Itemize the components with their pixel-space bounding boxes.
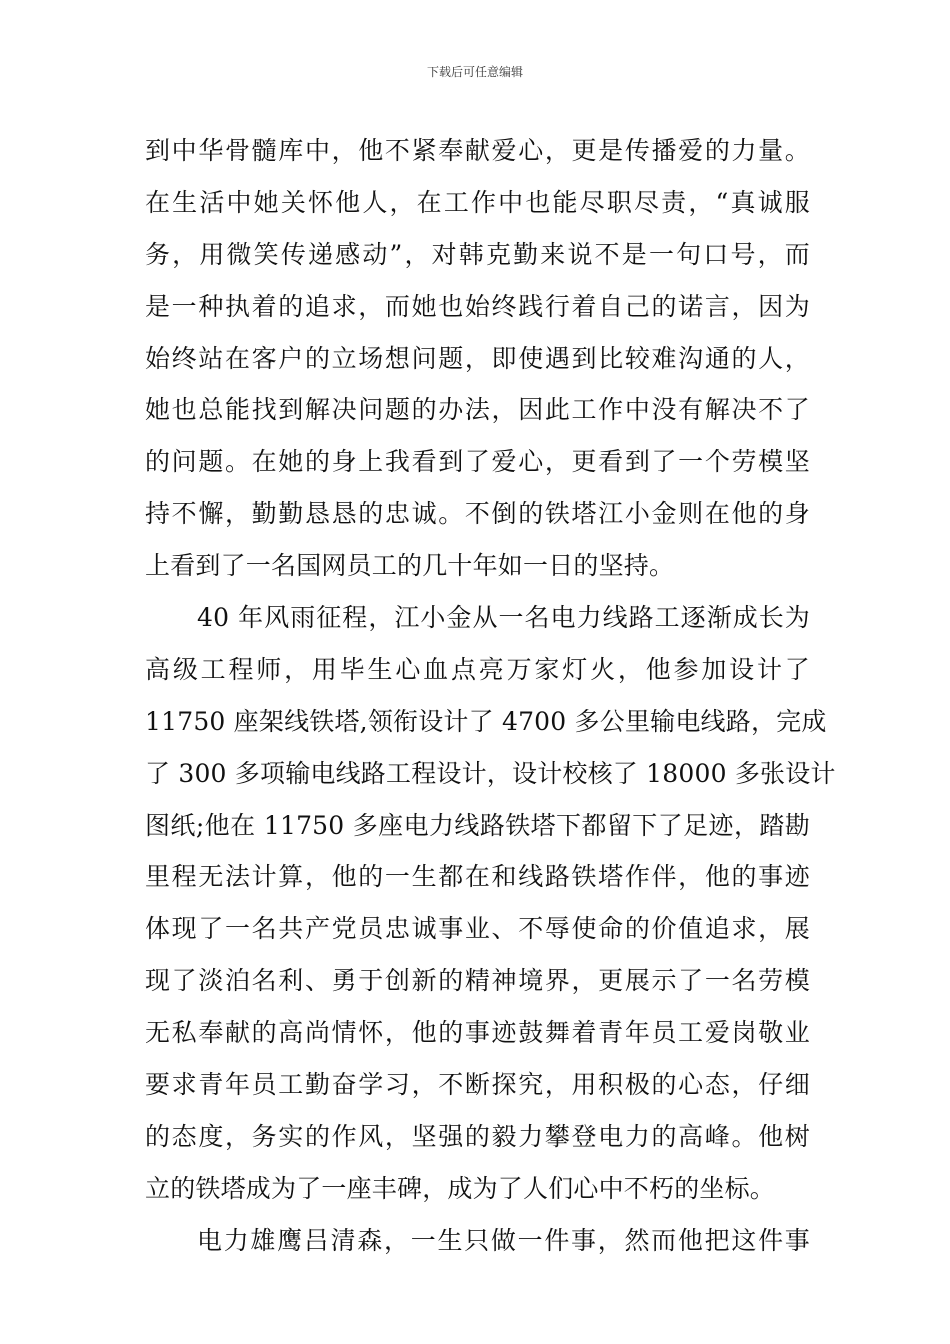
header-note: 下载后可任意编辑	[426, 65, 523, 79]
paragraph-2	[145, 592, 836, 1215]
text-line: 始终站在客户的立场想问题，即使遇到比较难沟通的人，	[145, 343, 810, 373]
text-line: 的问题。在她的身上我看到了爱心，更看到了一个劳模坚	[145, 447, 810, 477]
text-line: 要求青年员工勤奋学习，不断探究，用积极的心态，仔细	[145, 1070, 810, 1100]
text-line: 立的铁塔成为了一座丰碑，成为了人们心中不朽的坐标。	[145, 1173, 776, 1203]
text-line: 11750 座架线铁塔,领衔设计了 4700 多公里输电线路，完成	[145, 706, 827, 736]
text-line: 图纸;他在 11750 多座电力线路铁塔下都留下了足迹，踏勘	[145, 810, 810, 840]
text-line: 现了淡泊名利、勇于创新的精神境界，更展示了一名劳模	[145, 966, 810, 996]
paragraph-1	[145, 125, 810, 592]
text-line: 的态度，务实的作风，坚强的毅力攀登电力的高峰。他树	[145, 1121, 810, 1151]
paragraph-3	[145, 1215, 810, 1267]
text-line: 40 年风雨征程，江小金从一名电力线路工逐渐成长为	[197, 603, 810, 633]
text-line: 是一种执着的追求，而她也始终践行着自己的诺言，因为	[145, 291, 810, 321]
text-line: 她也总能找到解决问题的办法，因此工作中没有解决不了	[145, 395, 810, 425]
text-line: 务，用微笑传递感动”，对韩克勤来说不是一句口号，而	[145, 239, 810, 269]
text-line: 到中华骨髓库中，他不紧奉献爱心，更是传播爱的力量。	[145, 136, 810, 165]
text-line: 上看到了一名国网员工的几十年如一日的坚持。	[145, 551, 675, 581]
text-line: 电力雄鹰吕清森，一生只做一件事，然而他把这件事	[197, 1225, 810, 1255]
text-line: 里程无法计算，他的一生都在和线路铁塔作伴，他的事迹	[145, 862, 810, 892]
text-line: 在生活中她关怀他人，在工作中也能尽职尽责，“真诚服	[145, 187, 810, 217]
text-line: 无私奉献的高尚情怀，他的事迹鼓舞着青年员工爱岗敬业	[145, 1018, 810, 1048]
body-text	[145, 125, 836, 1267]
text-line: 持不懈，勤勤恳恳的忠诚。不倒的铁塔江小金则在他的身	[145, 499, 810, 529]
text-line: 体现了一名共产党员忠诚事业、不辱使命的价值追求，展	[145, 914, 810, 944]
text-line: 了 300 多项输电线路工程设计，设计校核了 18000 多张设计	[145, 758, 836, 788]
text-line: 高级工程师，用毕生心血点亮万家灯火，他参加设计了	[145, 654, 810, 684]
